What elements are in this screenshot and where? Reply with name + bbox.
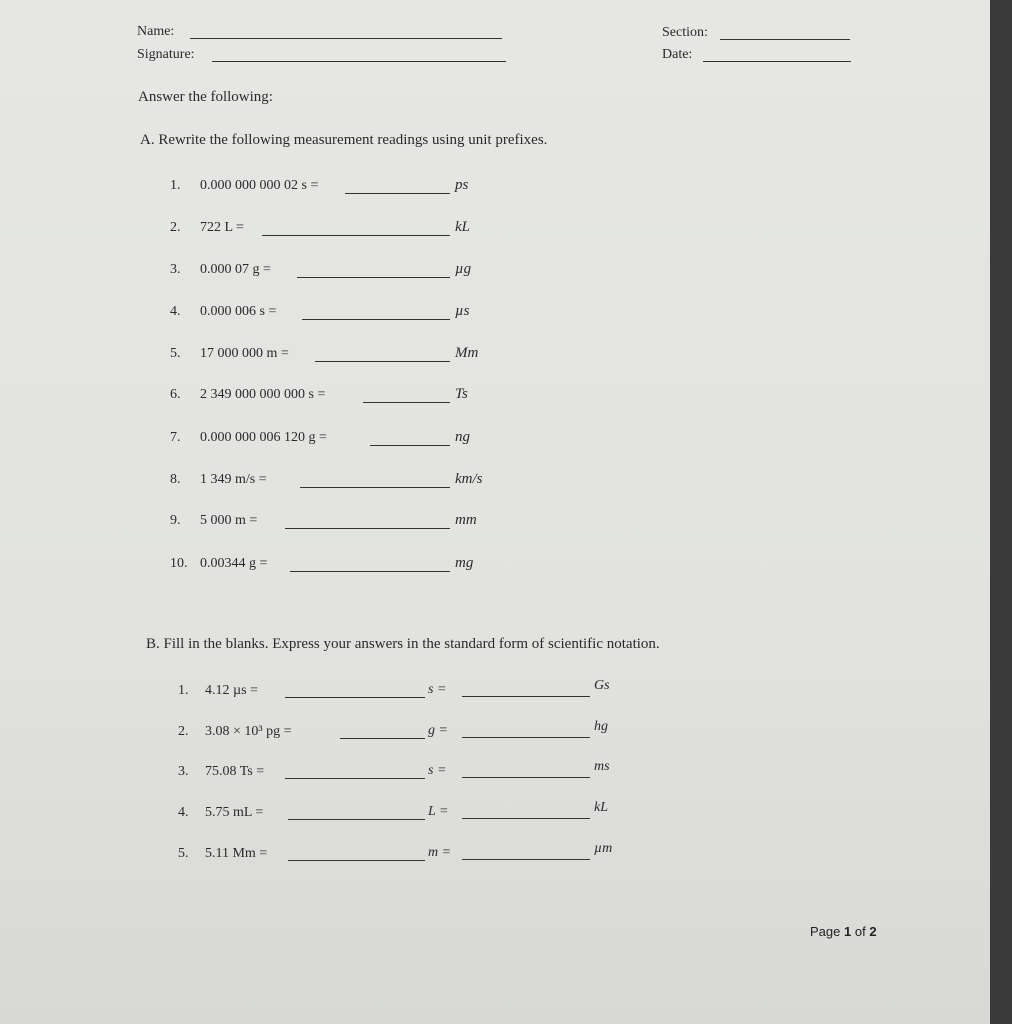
item-expression: 0.000 000 006 120 g = bbox=[200, 430, 327, 445]
section-a-title: A. Rewrite the following measurement readings using unit prefixes. bbox=[140, 132, 548, 148]
item-expression: 722 L = bbox=[200, 220, 244, 235]
answer-blank[interactable] bbox=[345, 193, 450, 194]
item-unit: ps bbox=[455, 177, 469, 193]
item-unit: µm bbox=[594, 841, 613, 856]
answer-blank-1[interactable] bbox=[288, 860, 425, 861]
item-number: 6. bbox=[170, 387, 181, 402]
item-expression: 5.75 mL = bbox=[205, 805, 264, 820]
item-unit: mg bbox=[455, 555, 474, 571]
item-mid-unit: s = bbox=[428, 763, 447, 778]
answer-blank[interactable] bbox=[300, 487, 450, 488]
page-of: of bbox=[854, 924, 866, 939]
answer-blank-2[interactable] bbox=[462, 818, 590, 819]
item-unit: ms bbox=[594, 759, 610, 774]
answer-blank[interactable] bbox=[290, 571, 450, 572]
answer-blank-1[interactable] bbox=[340, 738, 425, 739]
item-expression: 3.08 × 10³ pg = bbox=[205, 724, 292, 739]
item-unit: kL bbox=[594, 800, 608, 815]
signature-label: Signature: bbox=[137, 47, 195, 62]
item-expression: 5.11 Mm = bbox=[205, 846, 268, 861]
item-mid-unit: g = bbox=[428, 723, 448, 738]
answer-blank[interactable] bbox=[363, 402, 450, 403]
answer-blank[interactable] bbox=[370, 445, 450, 446]
item-unit: µs bbox=[455, 303, 470, 319]
answer-blank-2[interactable] bbox=[462, 737, 590, 738]
name-field[interactable] bbox=[190, 38, 502, 39]
item-number: 5. bbox=[170, 346, 181, 361]
signature-field[interactable] bbox=[212, 61, 506, 62]
item-expression: 0.00344 g = bbox=[200, 556, 268, 571]
item-number: 9. bbox=[170, 513, 181, 528]
item-number: 4. bbox=[178, 805, 189, 820]
section-label: Section: bbox=[662, 25, 708, 40]
photo-edge bbox=[990, 0, 1012, 1024]
section-field[interactable] bbox=[720, 39, 850, 40]
item-number: 1. bbox=[178, 683, 189, 698]
page-number bbox=[810, 924, 877, 939]
item-unit: Ts bbox=[455, 386, 468, 402]
name-label: Name: bbox=[137, 24, 175, 39]
item-expression: 75.08 Ts = bbox=[205, 764, 265, 779]
date-field[interactable] bbox=[703, 61, 851, 62]
item-number: 2. bbox=[178, 724, 189, 739]
section-b-title: B. Fill in the blanks. Express your answers in the standard form of scientific notation. bbox=[146, 636, 660, 652]
item-unit: mm bbox=[455, 512, 477, 528]
item-expression: 17 000 000 m = bbox=[200, 346, 289, 361]
answer-blank-1[interactable] bbox=[285, 697, 425, 698]
item-unit: km/s bbox=[455, 471, 483, 487]
page-prefix: Page bbox=[810, 924, 841, 939]
item-number: 2. bbox=[170, 220, 181, 235]
item-expression: 4.12 µs = bbox=[205, 683, 258, 698]
answer-blank[interactable] bbox=[262, 235, 450, 236]
item-expression: 0.000 07 g = bbox=[200, 262, 271, 277]
item-number: 7. bbox=[170, 430, 181, 445]
item-number: 8. bbox=[170, 472, 181, 487]
instructions: Answer the following: bbox=[138, 89, 273, 105]
item-expression: 0.000 000 000 02 s = bbox=[200, 178, 319, 193]
item-unit: kL bbox=[455, 219, 470, 235]
item-number: 3. bbox=[178, 764, 189, 779]
item-unit: ng bbox=[455, 429, 470, 445]
answer-blank-1[interactable] bbox=[285, 778, 425, 779]
answer-blank-2[interactable] bbox=[462, 859, 590, 860]
date-label: Date: bbox=[662, 47, 693, 62]
item-mid-unit: s = bbox=[428, 682, 447, 697]
item-unit: Mm bbox=[455, 345, 479, 361]
item-unit: Gs bbox=[594, 678, 610, 693]
answer-blank[interactable] bbox=[297, 277, 450, 278]
item-expression: 5 000 m = bbox=[200, 513, 258, 528]
item-number: 1. bbox=[170, 178, 181, 193]
item-number: 3. bbox=[170, 262, 181, 277]
answer-blank-2[interactable] bbox=[462, 696, 590, 697]
item-mid-unit: m = bbox=[428, 845, 452, 860]
answer-blank[interactable] bbox=[285, 528, 450, 529]
answer-blank-2[interactable] bbox=[462, 777, 590, 778]
page-total: 2 bbox=[869, 924, 877, 939]
page-current: 1 bbox=[844, 924, 852, 939]
answer-blank[interactable] bbox=[315, 361, 450, 362]
item-number: 5. bbox=[178, 846, 189, 861]
answer-blank[interactable] bbox=[302, 319, 450, 320]
item-unit: µg bbox=[455, 261, 472, 277]
answer-blank-1[interactable] bbox=[288, 819, 425, 820]
item-expression: 1 349 m/s = bbox=[200, 472, 267, 487]
item-mid-unit: L = bbox=[428, 804, 449, 819]
item-unit: hg bbox=[594, 719, 608, 734]
item-number: 10. bbox=[170, 556, 188, 571]
item-expression: 0.000 006 s = bbox=[200, 304, 277, 319]
item-number: 4. bbox=[170, 304, 181, 319]
item-expression: 2 349 000 000 000 s = bbox=[200, 387, 326, 402]
